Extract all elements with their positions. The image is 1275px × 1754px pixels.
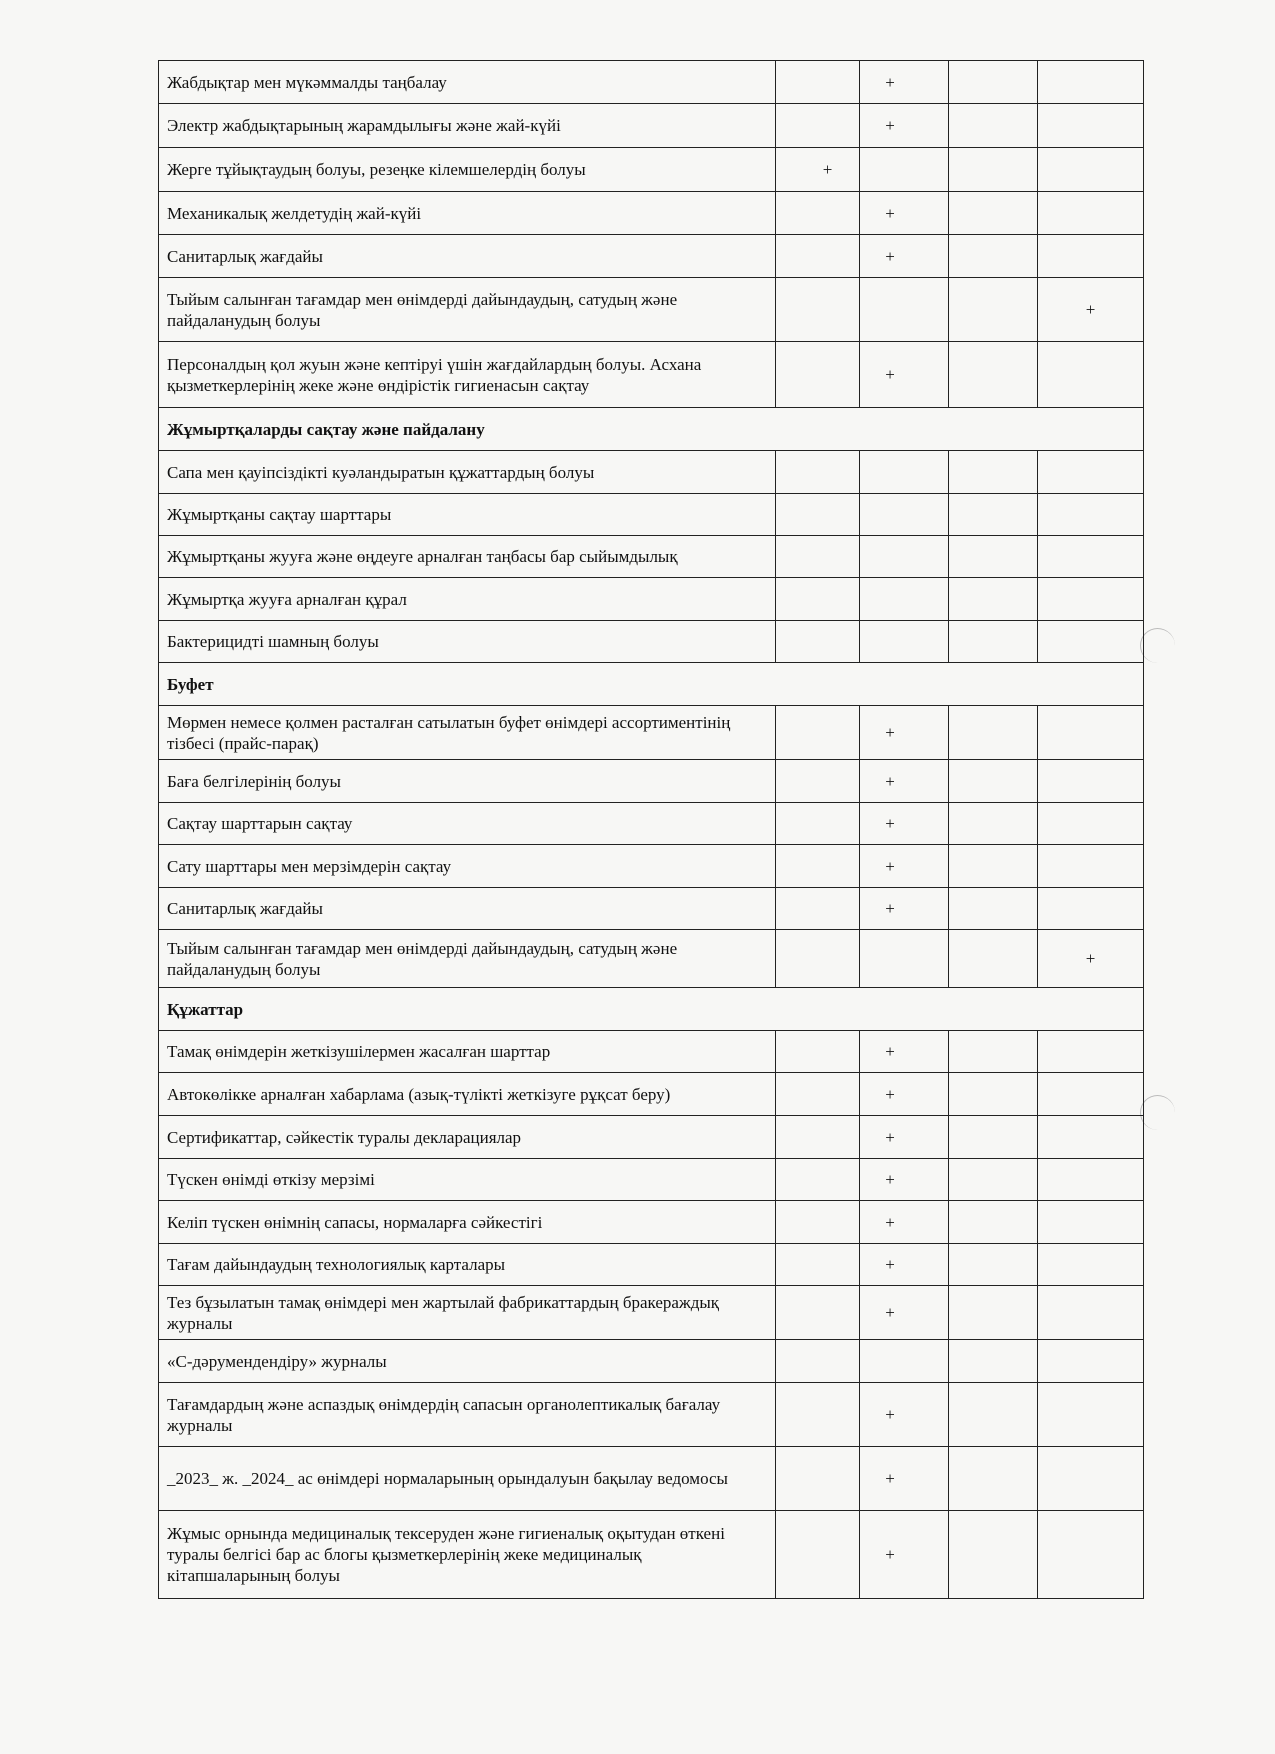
mark-cell-col5 (1038, 536, 1144, 578)
plus-mark: + (885, 1127, 895, 1147)
mark-cell-col5 (1038, 451, 1144, 494)
mark-cell-col4 (949, 1511, 1038, 1599)
mark-cell-col4 (949, 1340, 1038, 1383)
mark-cell-col4 (949, 760, 1038, 803)
mark-cell-col5 (1038, 578, 1144, 621)
mark-cell-col5 (1038, 706, 1144, 760)
mark-cell-col3 (860, 1340, 949, 1383)
mark-cell-col4 (949, 1031, 1038, 1073)
plus-mark: + (885, 1545, 895, 1564)
mark-cell-col3 (860, 1383, 949, 1447)
plus-mark: + (822, 160, 833, 179)
mark-cell-col3 (860, 278, 949, 342)
mark-cell-col3 (860, 621, 949, 663)
item-description: Санитарлық жағдайы (159, 235, 776, 278)
mark-cell-col3 (860, 451, 949, 494)
mark-cell-col2 (776, 1511, 860, 1599)
mark-cell-col2 (776, 1286, 860, 1340)
mark-cell-col4 (949, 451, 1038, 494)
checklist-row (159, 930, 1144, 988)
mark-cell-col3 (860, 1201, 949, 1244)
plus-mark: + (885, 1255, 895, 1274)
mark-cell-col5 (1038, 930, 1144, 988)
mark-cell-col4 (949, 706, 1038, 760)
mark-cell-col5 (1038, 1286, 1144, 1340)
item-description: Жабдықтар мен мүкәммалды таңбалау (159, 61, 776, 104)
mark-cell-col4 (949, 148, 1038, 192)
plus-mark: + (885, 1212, 895, 1232)
checklist-row (159, 278, 1144, 342)
mark-cell-col2 (776, 803, 860, 845)
section-header-row (159, 988, 1144, 1031)
checklist-row (159, 1073, 1144, 1116)
mark-cell-col4 (949, 1201, 1038, 1244)
mark-cell-col4 (949, 1383, 1038, 1447)
mark-cell-col5 (1038, 621, 1144, 663)
mark-cell-col2 (776, 1031, 860, 1073)
checklist-row (159, 1201, 1144, 1244)
item-description: Бактерицидті шамның болуы (159, 621, 776, 663)
checklist-row (159, 706, 1144, 760)
punch-hole-mark (1140, 1095, 1175, 1130)
item-description: Жұмыртқаны сақтау шарттары (159, 494, 776, 536)
item-description: Тағам дайындаудың технологиялық карталары (159, 1244, 776, 1286)
mark-cell-col4 (949, 494, 1038, 536)
mark-cell-col3 (860, 1511, 949, 1599)
item-description: Тыйым салынған тағамдар мен өнімдерді дайындаудың, сатудың және пайдаланудың болуы (159, 930, 776, 988)
mark-cell-col4 (949, 578, 1038, 621)
mark-cell-col2 (776, 235, 860, 278)
item-description: Тамақ өнімдерін жеткізушілермен жасалған шарттар (159, 1031, 776, 1073)
section-title: Жұмыртқаларды сақтау және пайдалану (159, 408, 1144, 451)
mark-cell-col2 (776, 845, 860, 888)
mark-cell-col2 (776, 1201, 860, 1244)
mark-cell-col5 (1038, 494, 1144, 536)
item-description: Түскен өнімді өткізу мерзімі (159, 1159, 776, 1201)
plus-mark: + (885, 365, 895, 384)
item-description: Жұмыс орнында медициналық тексеруден және гигиеналық оқытудан өткені туралы белгісі бар ас блогы қызметкерлерінің жеке медициналық кітапшаларының болуы (159, 1511, 776, 1599)
mark-cell-col3 (860, 192, 949, 235)
mark-cell-col4 (949, 888, 1038, 930)
mark-cell-col4 (949, 621, 1038, 663)
mark-cell-col4 (949, 1244, 1038, 1286)
section-title: Құжаттар (159, 988, 1144, 1031)
item-description: Сапа мен қауіпсіздікті куәландыратын құжаттардың болуы (159, 451, 776, 494)
plus-mark: + (885, 771, 895, 791)
mark-cell-col5 (1038, 1340, 1144, 1383)
mark-cell-col5 (1038, 1383, 1144, 1447)
item-description: Автокөлікке арналған хабарлама (азық-түлікті жеткізуге рұқсат беру) (159, 1073, 776, 1116)
mark-cell-col2 (776, 706, 860, 760)
checklist-row (159, 1031, 1144, 1073)
item-description: Жерге тұйықтаудың болуы, резеңке кілемшелердің болуы (159, 148, 776, 192)
checklist-row (159, 61, 1144, 104)
mark-cell-col4 (949, 61, 1038, 104)
mark-cell-col3 (860, 1159, 949, 1201)
item-description: Жұмыртқа жууға арналған құрал (159, 578, 776, 621)
mark-cell-col2 (776, 342, 860, 408)
mark-cell-col3 (860, 888, 949, 930)
checklist-row (159, 451, 1144, 494)
checklist-row (159, 621, 1144, 663)
mark-cell-col5 (1038, 1031, 1144, 1073)
mark-cell-col3 (860, 578, 949, 621)
mark-cell-col4 (949, 235, 1038, 278)
plus-mark: + (885, 72, 895, 92)
plus-mark: + (885, 116, 895, 135)
mark-cell-col4 (949, 1159, 1038, 1201)
checklist-row (159, 1447, 1144, 1511)
plus-mark: + (885, 723, 895, 742)
mark-cell-col2 (776, 1159, 860, 1201)
mark-cell-col3 (860, 494, 949, 536)
item-description: Электр жабдықтарының жарамдылығы және жай-күйі (159, 104, 776, 148)
mark-cell-col2 (776, 192, 860, 235)
mark-cell-col5 (1038, 61, 1144, 104)
mark-cell-col5 (1038, 235, 1144, 278)
mark-cell-col4 (949, 930, 1038, 988)
checklist-row (159, 1340, 1144, 1383)
mark-cell-col2 (776, 1116, 860, 1159)
mark-cell-col5 (1038, 1201, 1144, 1244)
mark-cell-col5 (1038, 278, 1144, 342)
checklist-row (159, 803, 1144, 845)
mark-cell-col2 (776, 930, 860, 988)
mark-cell-col4 (949, 278, 1038, 342)
mark-cell-col2 (776, 621, 860, 663)
mark-cell-col3 (860, 1073, 949, 1116)
item-description: Тағамдардың және аспаздық өнімдердің сапасын органолептикалық бағалау журналы (159, 1383, 776, 1447)
mark-cell-col2 (776, 1244, 860, 1286)
plus-mark: + (885, 899, 895, 918)
plus-mark: + (885, 1469, 895, 1488)
mark-cell-col3 (860, 1447, 949, 1511)
plus-mark: + (885, 1303, 895, 1322)
checklist-row (159, 148, 1144, 192)
mark-cell-col5 (1038, 192, 1144, 235)
punch-hole-mark (1140, 628, 1175, 663)
plus-mark: + (1085, 949, 1096, 968)
mark-cell-col5 (1038, 148, 1144, 192)
inspection-checklist-table (158, 60, 1144, 1599)
mark-cell-col2 (776, 1073, 860, 1116)
item-description: Келіп түскен өнімнің сапасы, нормаларға сәйкестігі (159, 1201, 776, 1244)
item-description: Баға белгілерінің болуы (159, 760, 776, 803)
mark-cell-col5 (1038, 888, 1144, 930)
mark-cell-col2 (776, 494, 860, 536)
plus-mark: + (885, 1042, 895, 1061)
mark-cell-col5 (1038, 342, 1144, 408)
item-description: _2023_ ж. _2024_ ас өнімдері нормаларының орындалуын бақылау ведомосы (159, 1447, 776, 1511)
mark-cell-col4 (949, 803, 1038, 845)
mark-cell-col3 (860, 760, 949, 803)
section-header-row (159, 408, 1144, 451)
mark-cell-col2 (776, 888, 860, 930)
plus-mark: + (1085, 300, 1096, 319)
mark-cell-col2 (776, 578, 860, 621)
mark-cell-col3 (860, 706, 949, 760)
mark-cell-col4 (949, 104, 1038, 148)
section-header-row (159, 663, 1144, 706)
item-description: Персоналдың қол жуын және кептіруі үшін жағдайлардың болуы. Асхана қызметкерлерінің жеке және өндірістік гигиенасын сақтау (159, 342, 776, 408)
mark-cell-col4 (949, 1073, 1038, 1116)
checklist-row (159, 1244, 1144, 1286)
mark-cell-col2 (776, 148, 860, 192)
checklist-row (159, 845, 1144, 888)
mark-cell-col2 (776, 1340, 860, 1383)
mark-cell-col5 (1038, 1159, 1144, 1201)
mark-cell-col2 (776, 536, 860, 578)
mark-cell-col3 (860, 104, 949, 148)
mark-cell-col5 (1038, 1244, 1144, 1286)
mark-cell-col4 (949, 1116, 1038, 1159)
plus-mark: + (885, 814, 895, 833)
item-description: Сақтау шарттарын сақтау (159, 803, 776, 845)
plus-mark: + (885, 246, 895, 266)
mark-cell-col3 (860, 536, 949, 578)
checklist-row (159, 1116, 1144, 1159)
mark-cell-col2 (776, 61, 860, 104)
checklist-row (159, 578, 1144, 621)
mark-cell-col5 (1038, 1116, 1144, 1159)
mark-cell-col2 (776, 104, 860, 148)
mark-cell-col3 (860, 1116, 949, 1159)
checklist-row (159, 104, 1144, 148)
plus-mark: + (885, 1170, 895, 1189)
mark-cell-col5 (1038, 104, 1144, 148)
item-description: Тыйым салынған тағамдар мен өнімдерді дайындаудың, сатудың және пайдаланудың болуы (159, 278, 776, 342)
item-description: Мөрмен немесе қолмен расталған сатылатын буфет өнімдері ассортиментінің тізбесі (прайс-парақ) (159, 706, 776, 760)
item-description: Сертификаттар, сәйкестік туралы декларациялар (159, 1116, 776, 1159)
mark-cell-col3 (860, 342, 949, 408)
mark-cell-col3 (860, 845, 949, 888)
section-title: Буфет (159, 663, 1144, 706)
plus-mark: + (885, 856, 895, 876)
mark-cell-col5 (1038, 1511, 1144, 1599)
checklist-row (159, 1286, 1144, 1340)
checklist-row (159, 342, 1144, 408)
mark-cell-col5 (1038, 760, 1144, 803)
mark-cell-col2 (776, 451, 860, 494)
checklist-row (159, 760, 1144, 803)
checklist-row (159, 1511, 1144, 1599)
mark-cell-col3 (860, 1244, 949, 1286)
mark-cell-col3 (860, 148, 949, 192)
mark-cell-col4 (949, 1286, 1038, 1340)
mark-cell-col3 (860, 803, 949, 845)
checklist-row (159, 494, 1144, 536)
mark-cell-col5 (1038, 1073, 1144, 1116)
item-description: «С-дәрумендендіру» журналы (159, 1340, 776, 1383)
item-description: Санитарлық жағдайы (159, 888, 776, 930)
mark-cell-col2 (776, 278, 860, 342)
item-description: Механикалық желдетудің жай-күйі (159, 192, 776, 235)
mark-cell-col3 (860, 61, 949, 104)
plus-mark: + (885, 1084, 895, 1104)
mark-cell-col2 (776, 1383, 860, 1447)
item-description: Сату шарттары мен мерзімдерін сақтау (159, 845, 776, 888)
mark-cell-col4 (949, 342, 1038, 408)
checklist-row (159, 192, 1144, 235)
checklist-row (159, 888, 1144, 930)
mark-cell-col4 (949, 1447, 1038, 1511)
checklist-row (159, 235, 1144, 278)
mark-cell-col4 (949, 536, 1038, 578)
mark-cell-col3 (860, 930, 949, 988)
item-description: Тез бұзылатын тамақ өнімдері мен жартылай фабрикаттардың бракераждық журналы (159, 1286, 776, 1340)
mark-cell-col4 (949, 192, 1038, 235)
mark-cell-col3 (860, 1286, 949, 1340)
mark-cell-col4 (949, 845, 1038, 888)
plus-mark: + (885, 1405, 895, 1424)
checklist-row (159, 1383, 1144, 1447)
plus-mark: + (885, 203, 895, 223)
item-description: Жұмыртқаны жууға және өңдеуге арналған таңбасы бар сыйымдылық (159, 536, 776, 578)
checklist-row (159, 536, 1144, 578)
mark-cell-col3 (860, 1031, 949, 1073)
mark-cell-col2 (776, 760, 860, 803)
mark-cell-col5 (1038, 1447, 1144, 1511)
mark-cell-col5 (1038, 803, 1144, 845)
mark-cell-col5 (1038, 845, 1144, 888)
mark-cell-col3 (860, 235, 949, 278)
checklist-row (159, 1159, 1144, 1201)
mark-cell-col2 (776, 1447, 860, 1511)
